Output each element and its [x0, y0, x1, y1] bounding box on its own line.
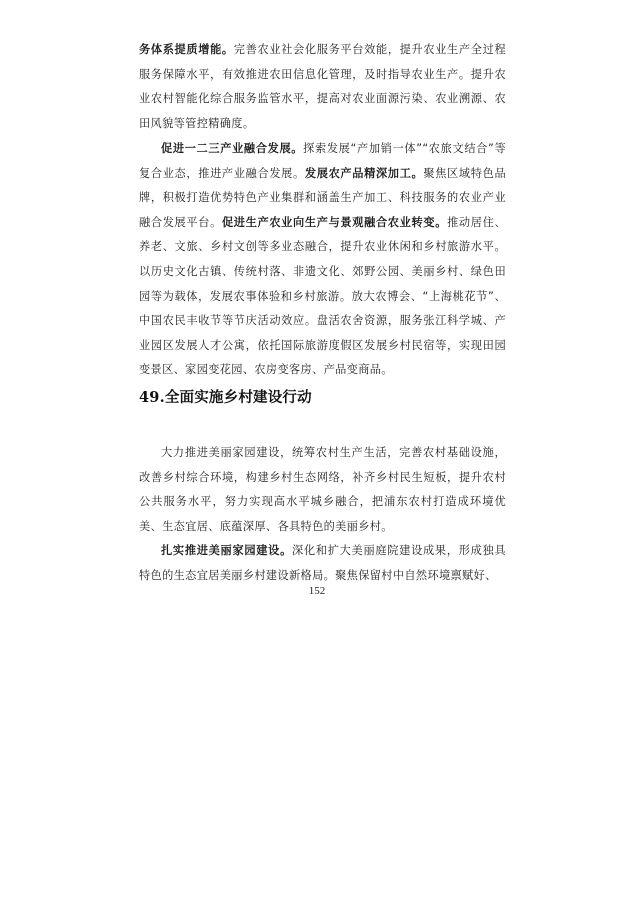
page-number: 152 [308, 585, 326, 597]
body-text: 推动居住、养老、文旅、乡村文创等多业态融合，提升农业休闲和乡村旅游水平。以历史文化古镇、传统村落、非遗文化、郊野公园、美丽乡村、绿色田园等为载体，发展农事体验和乡村旅游。放大农博会、“上海桃花节”、中国农民丰收节等节庆活动效应。盘活农舍资源，服务张江科学城、产业园区发展人才公寓，依托国际旅游度假区发展乡村民宿等，实现田园变景区、家园变花园、农房变客房、产品变商品。 [139, 215, 506, 377]
paragraph-service-system [139, 38, 506, 136]
bold-lead-text: 务体系提质增能。 [139, 43, 234, 56]
bold-inline-text: 促进生产农业向生产与景观融合农业转变。 [221, 215, 448, 229]
paragraph-industry-integration [139, 137, 506, 383]
body-text: 聚焦区域特色品牌，积极打造优势特色产业集群和涵盖生产加工、科技服务的农业产业融合发展平台。 [139, 166, 506, 229]
paragraph-rural-construction-intro [139, 441, 506, 539]
body-text: 完善农业社会化服务平台效能，提升农业生产全过程服务保障水平，有效推进农田信息化管理，及时指导农业生产。提升农业农村智能化综合服务监管水平，提高对农业面源污染、农业溯源、农田风貌等管控精确度。 [139, 43, 506, 130]
section-heading: 49.全面实施乡村建设行动 [139, 389, 312, 406]
bold-lead-text: 扎实推进美丽家园建设。 [161, 544, 292, 557]
bold-inline-text: 发展农产品精深加工。 [304, 166, 424, 180]
paragraph-beautiful-home [139, 539, 506, 588]
body-text: 大力推进美丽家园建设，统筹农村生产生活，完善农村基础设施，改善乡村综合环境，构建乡村生态网络，补齐乡村民生短板，提升农村公共服务水平，努力实现高水平城乡融合，把浦东农村打造成环境优美、生态宜居、底蕴深厚、各具特色的美丽乡村。 [139, 446, 506, 533]
bold-lead-text: 促进一二三产业融合发展。 [161, 142, 304, 155]
body-text: 深化和扩大美丽庭院建设成果，形成独具特色的生态宜居美丽乡村建设新格局。聚焦保留村中自然环境禀赋好、 [139, 544, 506, 582]
body-text: 探索发展“产加销一体”“农旅文结合”等复合业态，推进产业融合发展。 [139, 142, 506, 180]
